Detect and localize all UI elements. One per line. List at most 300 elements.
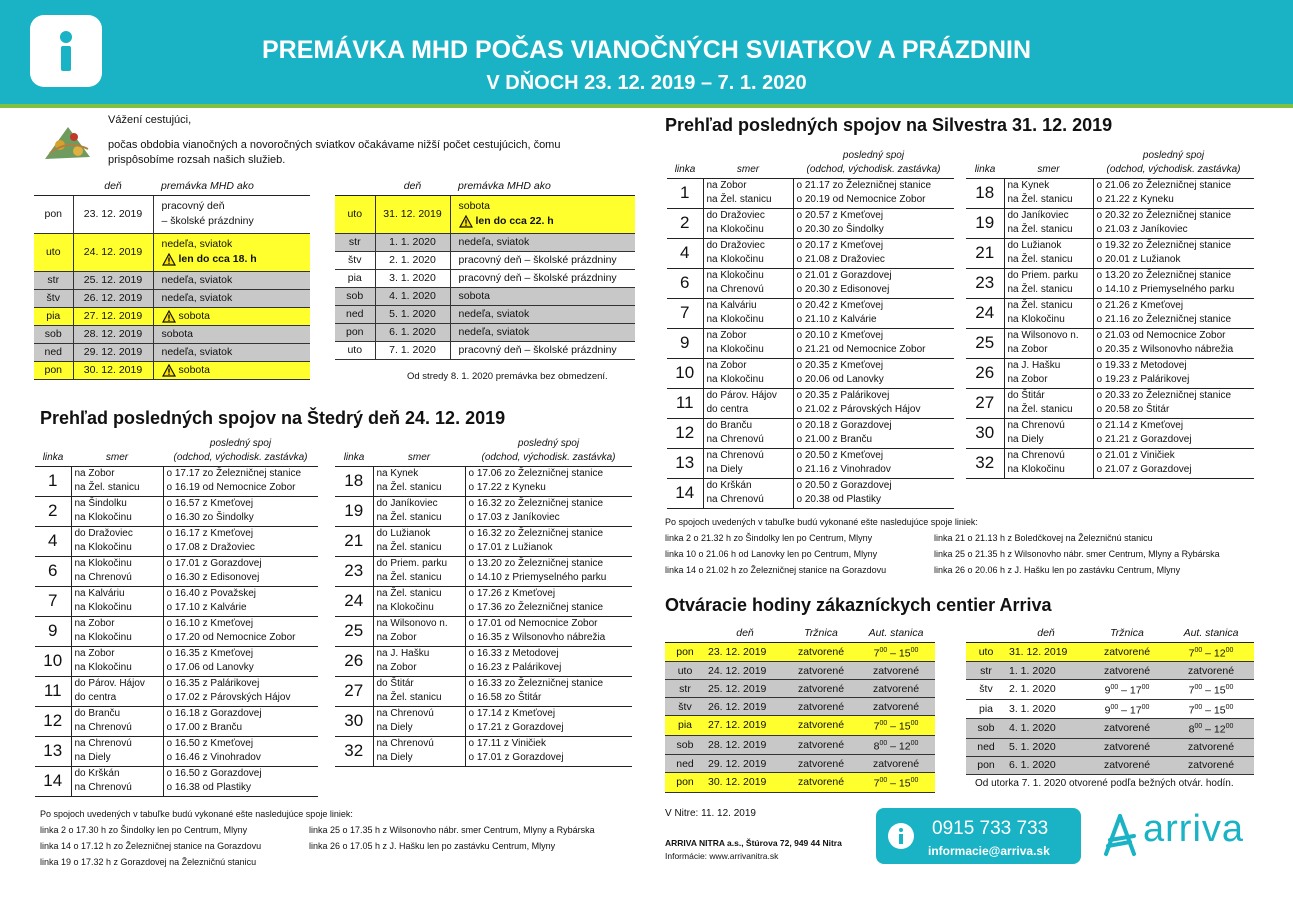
date: 1. 1. 2020 — [1006, 662, 1086, 680]
intro-line-2: prispôsobíme rozsah našich služieb. — [108, 154, 286, 166]
aut-stanica-hours: zatvorené — [857, 680, 935, 698]
line-number: 2 — [667, 208, 703, 238]
trznica-hours: zatvorené — [1086, 642, 1168, 662]
days-row — [335, 305, 635, 323]
line-row — [335, 706, 632, 721]
mode — [153, 289, 310, 307]
note-line: linka 26 o 17.05 h z J. Hašku len po zastávku Centrum, Mlyny — [309, 841, 556, 851]
weekday: ned — [966, 738, 1006, 756]
date: 3. 1. 2020 — [1006, 699, 1086, 719]
direction: na Žel. stanicu — [1004, 253, 1093, 268]
line-row — [335, 526, 632, 541]
line-row — [335, 751, 632, 766]
last-connection: o 21.14 z Kmeťovej — [1096, 419, 1184, 431]
weekday: uto — [34, 233, 73, 271]
last-connection: o 17.14 z Kmeťovej — [468, 707, 556, 719]
col-spoj-detail: (odchod, východisk. zastávka) — [793, 163, 954, 178]
direction: na Kynek — [373, 466, 465, 481]
last-connection: o 17.00 z Branču — [163, 721, 318, 736]
line-row — [966, 238, 1254, 253]
line-row — [667, 268, 954, 283]
mode — [450, 287, 635, 305]
direction: do Krškán — [71, 766, 163, 781]
weekday: pia — [34, 307, 73, 325]
direction: na Chrenovú — [703, 493, 793, 508]
last-connection: o 20.30 z Edisonovej — [793, 283, 954, 298]
stedry-notes-right — [309, 822, 595, 854]
line-row — [35, 766, 318, 781]
last-connection: o 20.17 z Kmeťovej — [796, 239, 884, 251]
col-linka: linka — [35, 451, 71, 466]
line-row — [335, 556, 632, 571]
last-connection: o 16.58 zo Štitár — [465, 691, 632, 706]
weekday: štv — [665, 698, 705, 716]
direction: na Klokočinu — [703, 313, 793, 328]
days-row — [34, 271, 310, 289]
footer-web: Informácie: www.arrivanitra.sk — [665, 851, 779, 861]
weekday: ned — [34, 343, 73, 361]
days-header-row — [34, 177, 310, 195]
line-row — [335, 616, 632, 631]
direction: na Zobor — [703, 358, 793, 373]
direction: na Klokočinu — [703, 223, 793, 238]
mode-text: nedeľa, sviatok — [458, 308, 530, 320]
direction: na Kalváriu — [71, 586, 163, 601]
line-row — [966, 463, 1254, 478]
center-row — [665, 642, 935, 662]
days-table-left — [34, 177, 310, 380]
col-mode: premávka MHD ako — [153, 177, 310, 195]
center-row — [966, 642, 1254, 662]
aut-stanica-hours: $7^{00} - 15^{00}$ — [857, 716, 935, 736]
date: 25. 12. 2019 — [705, 680, 785, 698]
page-title: PREMÁVKA MHD POČAS VIANOČNÝCH SVIATKOV A PRÁZDNIN — [261, 36, 1032, 64]
line-number: 6 — [35, 556, 71, 586]
line-row — [335, 586, 632, 601]
days-row — [335, 195, 635, 233]
last-connection: o 20.32 zo Železničnej stanice — [1096, 209, 1232, 221]
direction: na Kynek — [1004, 178, 1093, 193]
last-connection: o 14.10 z Priemyselného parku — [1093, 283, 1254, 298]
center-row — [665, 755, 935, 773]
last-connection: o 21.21 z Gorazdovej — [1093, 433, 1254, 448]
last-connection: o 16.19 od Nemocnice Zobor — [163, 481, 318, 496]
line-number: 13 — [667, 448, 703, 478]
contact-box — [876, 808, 1081, 864]
direction: na Diely — [1004, 433, 1093, 448]
weekday: sob — [966, 719, 1006, 739]
line-row — [35, 721, 318, 736]
last-connection: o 19.33 z Metodovej — [1096, 359, 1187, 371]
direction: na Wilsonovo n. — [373, 616, 465, 631]
line-row — [35, 541, 318, 556]
trznica-hours: zatvorené — [1086, 662, 1168, 680]
note-line: linka 21 o 21.13 h z Boledčkovej na Železničnú stanicu — [934, 533, 1153, 543]
center-row — [665, 773, 935, 793]
last-connection: o 21.16 zo Železničnej stanice — [1093, 313, 1254, 328]
mode-line2-text: len do cca 18. h — [178, 253, 257, 265]
direction: na Klokočinu — [71, 661, 163, 676]
date: 5. 1. 2020 — [1006, 738, 1086, 756]
days-footnote: Od stredy 8. 1. 2020 premávka bez obmedzení. — [407, 371, 608, 382]
direction: do Janíkoviec — [373, 496, 465, 511]
centers-table-right — [966, 624, 1254, 775]
center-row — [665, 680, 935, 698]
mode — [450, 251, 635, 269]
direction: na Klokočinu — [373, 601, 465, 616]
mode — [450, 341, 635, 359]
weekday: uto — [335, 341, 375, 359]
line-row — [35, 646, 318, 661]
line-row — [966, 178, 1254, 193]
direction: na Chrenovú — [703, 433, 793, 448]
direction: do Dražoviec — [703, 238, 793, 253]
col-smer: smer — [1004, 163, 1093, 178]
date: 29. 12. 2019 — [705, 755, 785, 773]
mode — [450, 269, 635, 287]
date: 29. 12. 2019 — [73, 343, 153, 361]
center-row — [665, 662, 935, 680]
line-number: 10 — [667, 358, 703, 388]
note-line: linka 25 o 17.35 h z Wilsonovho nábr. smer Centrum, Mlyny a Rybárska — [309, 825, 595, 835]
line-row — [966, 298, 1254, 313]
last-connection: o 20.10 z Kmeťovej — [796, 329, 884, 341]
last-connection: o 20.33 zo Železničnej stanice — [1096, 389, 1232, 401]
col-smer: smer — [373, 451, 465, 466]
aut-stanica-hours: zatvorené — [857, 662, 935, 680]
col-day: deň — [705, 624, 785, 642]
line-row — [335, 571, 632, 586]
aut-stanica-hours: zatvorené — [857, 698, 935, 716]
last-connection: o 21.26 z Kmeťovej — [1096, 299, 1184, 311]
line-number: 1 — [35, 466, 71, 496]
mode-line2-text: – školské prázdniny — [161, 215, 254, 227]
weekday: štv — [34, 289, 73, 307]
line-row — [335, 481, 632, 496]
mode-text: nedeľa, sviatok — [458, 236, 530, 248]
header-accent-line — [0, 104, 1293, 108]
info-circle-icon — [888, 823, 914, 849]
days-row — [34, 325, 310, 343]
direction: do Párov. Hájov — [71, 676, 163, 691]
trznica-hours: zatvorené — [1086, 756, 1168, 774]
line-number: 7 — [35, 586, 71, 616]
line-row — [35, 466, 318, 481]
line-number: 14 — [35, 766, 71, 796]
line-number: 21 — [335, 526, 373, 556]
weekday: štv — [966, 680, 1006, 700]
last-connection: o 21.01 z Viničiek — [1096, 449, 1175, 461]
line-row — [667, 283, 954, 298]
direction: na Chrenovú — [71, 736, 163, 751]
trznica-hours: zatvorené — [1086, 738, 1168, 756]
last-connection: o 21.21 od Nemocnice Zobor — [793, 343, 954, 358]
line-row — [966, 418, 1254, 433]
last-connection: o 17.11 z Viničiek — [468, 737, 546, 749]
direction: na Žel. stanicu — [373, 541, 465, 556]
last-connection: o 21.03 z Janíkoviec — [1093, 223, 1254, 238]
date: 7. 1. 2020 — [375, 341, 450, 359]
weekday: sob — [34, 325, 73, 343]
center-row — [966, 680, 1254, 700]
mode-text: pracovný deň – školské prázdniny — [458, 344, 617, 356]
weekday: pon — [665, 642, 705, 662]
line-row — [35, 661, 318, 676]
direction: na Wilsonovo n. — [1004, 328, 1093, 343]
last-connection: o 20.35 z Wilsonovho nábrežia — [1093, 343, 1254, 358]
line-row — [35, 616, 318, 631]
line-number: 25 — [966, 328, 1004, 358]
direction: na Zobor — [71, 466, 163, 481]
direction: do Štitár — [1004, 388, 1093, 403]
line-row — [667, 328, 954, 343]
direction: na Žel. stanicu — [1004, 403, 1093, 418]
mode — [153, 325, 310, 343]
line-number: 11 — [35, 676, 71, 706]
date: 23. 12. 2019 — [705, 642, 785, 662]
last-connection: o 16.57 z Kmeťovej — [166, 497, 254, 509]
direction: na Chrenovú — [1004, 448, 1093, 463]
line-number: 26 — [335, 646, 373, 676]
direction: na Žel. stanicu — [71, 481, 163, 496]
trznica-hours: zatvorené — [785, 642, 857, 662]
date: 3. 1. 2020 — [375, 269, 450, 287]
note-line: linka 14 o 17.12 h zo Železničnej stanice na Gorazdovu — [40, 841, 262, 851]
last-connection: o 16.17 z Kmeťovej — [166, 527, 254, 539]
line-number: 11 — [667, 388, 703, 418]
weekday: pon — [966, 756, 1006, 774]
direction: na Klokočinu — [703, 373, 793, 388]
col-smer: smer — [703, 163, 793, 178]
line-row — [35, 706, 318, 721]
line-row — [335, 691, 632, 706]
direction: na Chrenovú — [373, 706, 465, 721]
date: 31. 12. 2019 — [375, 195, 450, 233]
weekday: sob — [665, 735, 705, 755]
arriva-brand-text: arriva — [1143, 808, 1245, 850]
last-connection: o 19.23 z Palárikovej — [1093, 373, 1254, 388]
last-connection: o 17.01 z Lužianok — [465, 541, 632, 556]
line-row — [335, 601, 632, 616]
direction: na Žel. stanicu — [373, 481, 465, 496]
line-row — [335, 631, 632, 646]
last-connection: o 17.01 od Nemocnice Zobor — [468, 617, 598, 629]
trznica-hours: zatvorené — [785, 662, 857, 680]
warning-icon — [162, 253, 176, 266]
direction: na Žel. stanicu — [373, 571, 465, 586]
last-connection: o 21.06 zo Železničnej stanice — [1096, 179, 1232, 191]
date: 27. 12. 2019 — [705, 716, 785, 736]
centers-header-row — [665, 624, 935, 642]
centers-table-left — [665, 624, 935, 793]
silvester-note-head: Po spojoch uvedených v tabuľke budú vykonané ešte nasledujúce spoje liniek: — [665, 517, 978, 527]
center-row — [665, 698, 935, 716]
mode-text: sobota — [458, 290, 491, 302]
line-row — [966, 343, 1254, 358]
mode — [153, 271, 310, 289]
footer-place-date: V Nitre: 11. 12. 2019 — [665, 808, 756, 819]
last-connection: o 16.46 z Vinohradov — [163, 751, 318, 766]
days-row — [335, 233, 635, 251]
last-connection: o 17.06 zo Železničnej stanice — [468, 467, 604, 479]
line-row — [966, 313, 1254, 328]
last-connection: o 16.10 z Kmeťovej — [166, 617, 254, 629]
lines-header-row — [667, 148, 954, 163]
line-row — [35, 526, 318, 541]
date: 28. 12. 2019 — [705, 735, 785, 755]
line-row — [335, 721, 632, 736]
contact-email[interactable]: informacie@arriva.sk — [928, 844, 1050, 858]
mode-text: pracovný deň – školské prázdniny — [458, 254, 617, 266]
direction: do Párov. Hájov — [703, 388, 793, 403]
line-row — [35, 496, 318, 511]
last-connection: o 17.22 z Kyneku — [465, 481, 632, 496]
line-number: 27 — [966, 388, 1004, 418]
days-row — [34, 289, 310, 307]
weekday: pia — [665, 716, 705, 736]
days-row — [335, 323, 635, 341]
last-connection: o 17.20 od Nemocnice Zobor — [163, 631, 318, 646]
line-row — [966, 253, 1254, 268]
line-row — [966, 433, 1254, 448]
col-aut-stanica: Aut. stanica — [1168, 624, 1254, 642]
last-connection: o 20.42 z Kmeťovej — [796, 299, 884, 311]
date: 6. 1. 2020 — [375, 323, 450, 341]
direction: na Zobor — [373, 631, 465, 646]
direction: na Klokočinu — [71, 511, 163, 526]
date: 31. 12. 2019 — [1006, 642, 1086, 662]
last-connection: o 17.10 z Kalvárie — [163, 601, 318, 616]
direction: na Žel. stanicu — [1004, 298, 1093, 313]
warning-icon — [162, 364, 176, 377]
line-row — [667, 403, 954, 418]
mode-line1: nedeľa, sviatok — [161, 238, 233, 250]
direction: na Zobor — [71, 646, 163, 661]
direction: do Dražoviec — [71, 526, 163, 541]
col-mode: premávka MHD ako — [450, 177, 635, 195]
last-connection: o 16.30 z Edisonovej — [163, 571, 318, 586]
direction: na Klokočinu — [71, 601, 163, 616]
last-connection: o 16.30 zo Šindolky — [163, 511, 318, 526]
line-row — [966, 283, 1254, 298]
date: 26. 12. 2019 — [705, 698, 785, 716]
line-row — [335, 466, 632, 481]
days-row — [335, 269, 635, 287]
date: 1. 1. 2020 — [375, 233, 450, 251]
line-row — [966, 208, 1254, 223]
weekday: uto — [335, 195, 375, 233]
last-connection: o 14.10 z Priemyselného parku — [465, 571, 632, 586]
col-trznica: Tržnica — [1086, 624, 1168, 642]
aut-stanica-hours: zatvorené — [1168, 662, 1254, 680]
direction: do Krškán — [703, 478, 793, 493]
line-row — [335, 736, 632, 751]
line-number: 24 — [335, 586, 373, 616]
weekday: pon — [335, 323, 375, 341]
page-subtitle: V DŇOCH 23. 12. 2019 – 7. 1. 2020 — [486, 72, 807, 94]
aut-stanica-hours: $7^{00} - 15^{00}$ — [1168, 699, 1254, 719]
aut-stanica-hours: zatvorené — [1168, 738, 1254, 756]
weekday: str — [966, 662, 1006, 680]
direction: na Žel. stanicu — [1004, 223, 1093, 238]
direction: na Žel. stanicu — [1004, 193, 1093, 208]
direction: na Žel. stanicu — [373, 586, 465, 601]
last-connection: o 16.35 z Palárikovej — [166, 677, 260, 689]
center-row — [966, 699, 1254, 719]
last-connection: o 21.00 z Branču — [793, 433, 954, 448]
line-row — [35, 481, 318, 496]
line-number: 32 — [966, 448, 1004, 478]
direction: na Klokočinu — [1004, 313, 1093, 328]
mode-text: sobota — [161, 328, 194, 340]
line-number: 32 — [335, 736, 373, 766]
center-row — [966, 719, 1254, 739]
date: 2. 1. 2020 — [1006, 680, 1086, 700]
line-row — [667, 463, 954, 478]
last-connection: o 21.07 z Gorazdovej — [1093, 463, 1254, 478]
last-connection: o 21.01 z Gorazdovej — [796, 269, 892, 281]
last-connection: o 16.40 z Považskej — [166, 587, 256, 599]
line-row — [667, 238, 954, 253]
centers-header-row — [966, 624, 1254, 642]
line-row — [35, 676, 318, 691]
trznica-hours: zatvorené — [785, 716, 857, 736]
date: 30. 12. 2019 — [73, 361, 153, 379]
last-connection: o 20.57 z Kmeťovej — [796, 209, 884, 221]
last-connection: o 17.26 z Kmeťovej — [468, 587, 556, 599]
last-connection: o 17.03 z Janíkoviec — [465, 511, 632, 526]
direction: do Janíkoviec — [1004, 208, 1093, 223]
aut-stanica-hours: $7^{00} - 12^{00}$ — [1168, 642, 1254, 662]
last-connection: o 21.17 zo Železničnej stanice — [796, 179, 932, 191]
last-connection: o 21.22 z Kyneku — [1093, 193, 1254, 208]
line-number: 19 — [966, 208, 1004, 238]
trznica-hours: zatvorené — [785, 680, 857, 698]
lines-header-row-2 — [335, 451, 632, 466]
last-connection: o 13.20 zo Železničnej stanice — [468, 557, 604, 569]
trznica-hours: zatvorené — [785, 755, 857, 773]
last-connection: o 20.38 od Plastiky — [793, 493, 954, 508]
line-number: 12 — [35, 706, 71, 736]
last-connection: o 21.10 z Kalvárie — [793, 313, 954, 328]
contact-phone[interactable]: 0915 733 733 — [932, 818, 1049, 839]
last-connection: o 20.58 zo Štitár — [1093, 403, 1254, 418]
direction: na Chrenovú — [1004, 418, 1093, 433]
last-connection: o 20.01 z Lužianok — [1093, 253, 1254, 268]
date: 24. 12. 2019 — [73, 233, 153, 271]
line-number: 1 — [667, 178, 703, 208]
last-connection: o 17.21 z Gorazdovej — [465, 721, 632, 736]
trznica-hours: zatvorené — [785, 773, 857, 793]
line-row — [667, 313, 954, 328]
direction: na Žel. stanicu — [373, 691, 465, 706]
direction: na J. Hašku — [373, 646, 465, 661]
line-row — [335, 511, 632, 526]
lines-header-row — [966, 148, 1254, 163]
direction: na Žel. stanicu — [373, 511, 465, 526]
line-row — [667, 478, 954, 493]
mode-text: sobota — [178, 310, 211, 322]
col-linka: linka — [667, 163, 703, 178]
days-row — [34, 195, 310, 233]
mode-line1: pracovný deň — [161, 200, 225, 212]
line-row — [667, 223, 954, 238]
note-line: linka 2 o 21.32 h zo Šindolky len po Centrum, Mlyny — [665, 533, 873, 543]
intro-greeting: Vážení cestujúci, — [108, 114, 192, 126]
line-number: 19 — [335, 496, 373, 526]
last-connection: o 17.17 zo Železničnej stanice — [166, 467, 302, 479]
note-line: linka 26 o 20.06 h z J. Hašku len po zastávku Centrum, Mlyny — [934, 565, 1181, 575]
